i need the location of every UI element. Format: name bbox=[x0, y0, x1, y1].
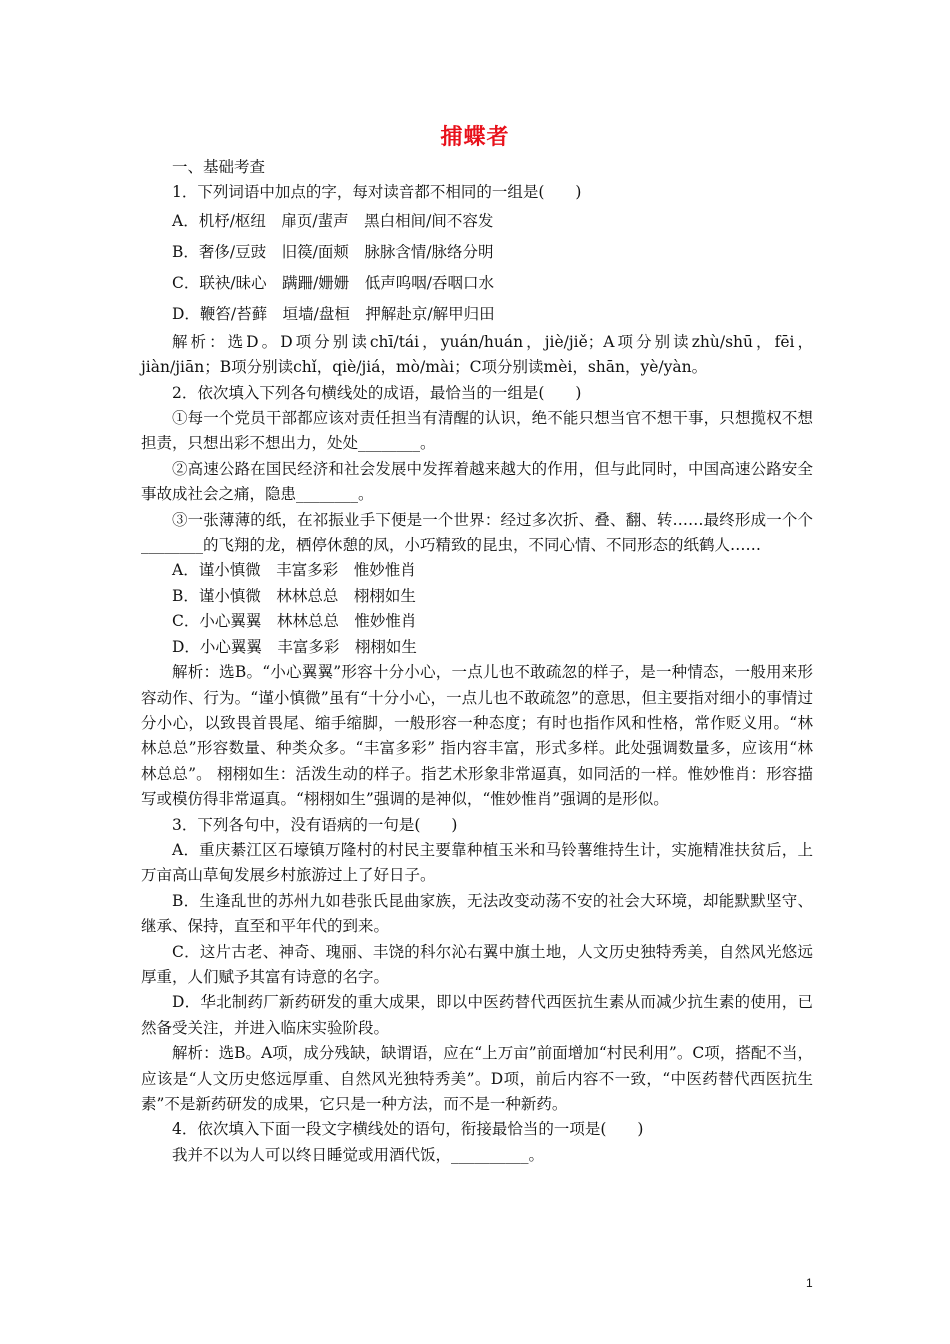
q2-option-d: D．小心翼翼 丰富多彩 栩栩如生 bbox=[172, 637, 417, 656]
q1-option-d: D．鞭笞/苔藓 垣墙/盘桓 押解赴京/解甲归田 bbox=[172, 304, 495, 323]
q3-stem: 3．下列各句中，没有语病的一句是( ) bbox=[172, 815, 458, 834]
q1-option-c: C．联袂/昧心 蹒跚/姗姗 低声呜咽/吞咽口水 bbox=[172, 273, 495, 292]
q2-option-b: B．谨小慎微 林林总总 栩栩如生 bbox=[172, 586, 416, 605]
document-title: 捕蝶者 bbox=[440, 124, 510, 150]
q2-sentence-2: ②高速公路在国民经济和社会发展中发挥着越来越大的作用，但与此同时，中国高速公路安全事故成社会之痛，隐患________。 bbox=[141, 459, 813, 504]
q4-text: 我并不以为人可以终日睡觉或用酒代饭，__________。 bbox=[172, 1145, 545, 1164]
q2-sentence-1: ①每一个党员干部都应该对责任担当有清醒的认识，绝不能只想当官不想干事，只想揽权不想担责，只想出彩不想出力，处处________。 bbox=[141, 409, 813, 453]
q1-stem: 1．下列词语中加点的字，每对读音都不相同的一组是( ) bbox=[172, 183, 582, 202]
q1-option-a: A．机杼/枢纽 扉页/蜚声 黑白相间/间不容发 bbox=[172, 211, 494, 230]
page-number: 1 bbox=[806, 1276, 813, 1290]
q2-sentence-3: ③一张薄薄的纸，在祁振业手下便是一个世界：经过多次折、叠、翻、转……最终形成一个个________的飞翔的龙，栖停休憩的凤，小巧精致的昆虫，不同心情、不同形态的纸鹤人…… bbox=[141, 510, 813, 555]
q4-stem: 4．依次填入下面一段文字横线处的语句，衔接最恰当的一项是( ) bbox=[172, 1120, 644, 1139]
q2-analysis: 解析：选B。“小心翼翼”形容十分小心，一点儿也不敢疏忽的样子，是一种情态，一般用来形容动作、行为。“谨小慎微”虽有“十分小心，一点儿也不敢疏忽”的意思，但主要指对细小的事情过分小心，以致畏首畏尾、缩手缩脚，一般形容一种态度；有时也指作风和性格，常作贬义用。“林林总总”形容数量、种类众多。“丰富多彩” 指内容丰富，形式多样。此处强调数量多，应该用“林林总总”。 栩栩如生：活泼生动的样子。指艺术形象非常逼真，如同活的一样。惟妙惟肖：形容描写或模仿得非常逼真。“栩栩如生”强调的是神似，“惟妙惟肖”强调的是形似。 bbox=[141, 663, 813, 809]
q1-option-b: B．奢侈/豆豉 旧篌/面颊 脉脉含情/脉络分明 bbox=[172, 242, 494, 261]
section-heading: 一、基础考查 bbox=[172, 158, 266, 176]
q2-option-a: A．谨小慎微 丰富多彩 惟妙惟肖 bbox=[172, 561, 416, 580]
document-body bbox=[141, 155, 813, 1168]
q2-stem: 2．依次填入下列各句横线处的成语，最恰当的一组是( ) bbox=[172, 383, 582, 402]
q3-option-a: A．重庆綦江区石壕镇万隆村的村民主要靠种植玉米和马铃薯维持生计，实施精准扶贫后，上万亩高山草甸发展乡村旅游过上了好日子。 bbox=[141, 840, 813, 885]
q3-option-c: C．这片古老、神奇、瑰丽、丰饶的科尔沁右翼中旗土地，人文历史独特秀美，自然风光悠远厚重，人们赋予其富有诗意的名字。 bbox=[141, 942, 813, 986]
q2-option-c: C．小心翼翼 林林总总 惟妙惟肖 bbox=[172, 612, 417, 631]
q1-analysis: 解析：选D。D项分别读chī/tái，yuán/huán，jiè/jiě；A项分别读zhù/shū，fēi，jiàn/jiān；B项分别读chǐ，qiè/jiá，mò/mài；C项分别读mèi，shān，yè/yàn。 bbox=[141, 332, 813, 377]
q3-analysis: 解析：选B。A项，成分残缺，缺谓语，应在“上万亩”前面增加“村民利用”。C项，搭配不当，应该是“人文历史悠远厚重、自然风光独特秀美”。D项，前后内容不一致，“中医药替代西医抗生素”不是新药研发的成果，它只是一种方法，而不是一种新药。 bbox=[141, 1044, 813, 1113]
q3-option-b: B．生逢乱世的苏州九如巷张氏昆曲家族，无法改变动荡不安的社会大环境，却能默默坚守、继承、保持，直至和平年代的到来。 bbox=[141, 891, 813, 936]
q3-option-d: D．华北制药厂新药研发的重大成果，即以中医药替代西医抗生素从而减少抗生素的使用，已然备受关注，并进入临床实验阶段。 bbox=[141, 993, 813, 1037]
